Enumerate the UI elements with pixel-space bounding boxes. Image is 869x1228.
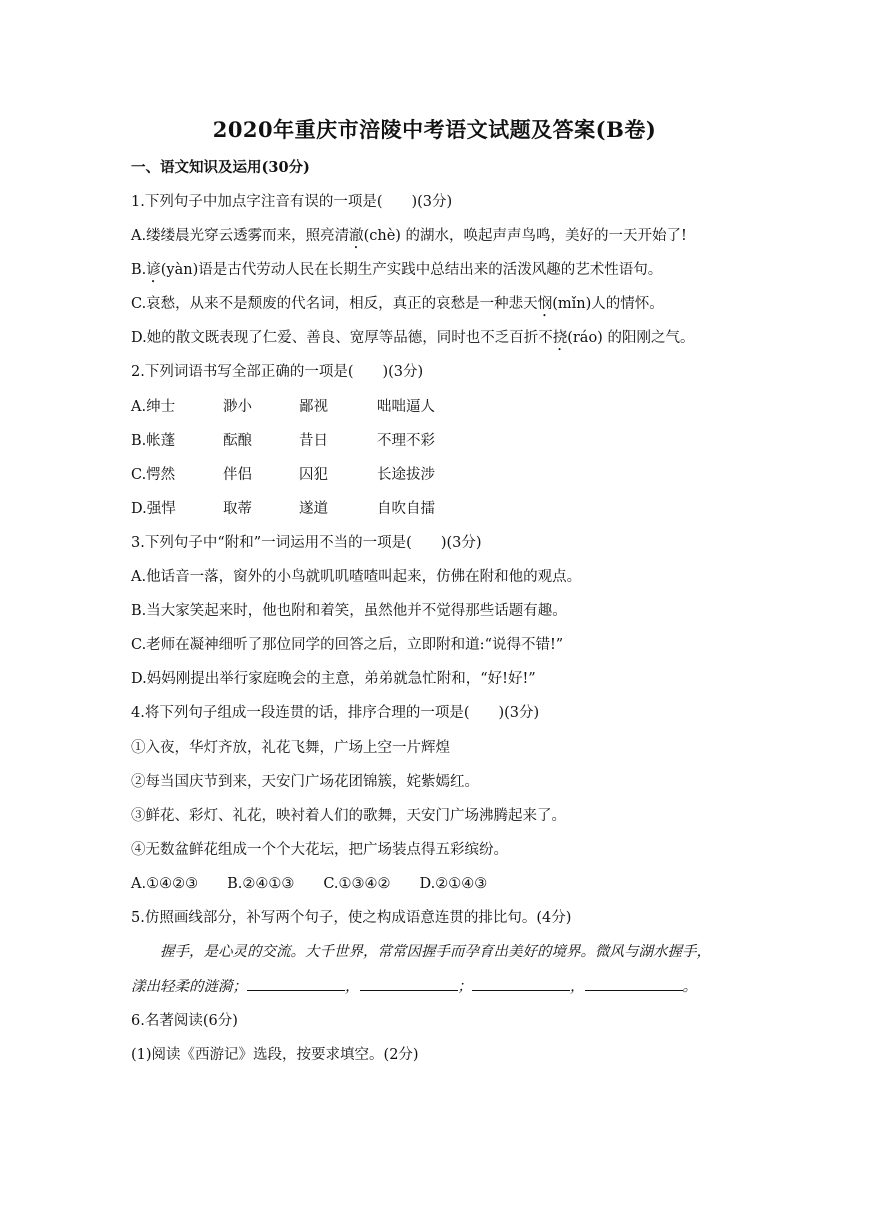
question-4-sentence-1: ①入夜，华灯齐放，礼花飞舞，广场上空一片辉煌 bbox=[131, 740, 450, 756]
section-heading: 一、语文知识及运用(30分) bbox=[131, 159, 310, 176]
question-3-option-a: A.他话音一落，窗外的小鸟就叽叽喳喳叫起来，仿佛在附和他的观点。 bbox=[131, 569, 582, 585]
question-2-option-b: B.帐蓬 酝酿 昔日 不理不彩 bbox=[131, 433, 435, 449]
answer-blank-1[interactable] bbox=[247, 976, 345, 991]
question-6-sub-1: (1)阅读《西游记》选段，按要求填空。(2分) bbox=[131, 1047, 419, 1063]
question-2-option-c: C.愕然 伴侣 囚犯 长途拔涉 bbox=[131, 467, 435, 483]
dotted-char: 悯 bbox=[537, 296, 553, 312]
question-1-option-b: B.谚(yàn)语是古代劳动人民在长期生产实践中总结出来的活泼风趣的艺术性语句。 bbox=[131, 262, 663, 278]
page-title: 2020年重庆市涪陵中考语文试题及答案(B卷) bbox=[212, 117, 657, 142]
question-4-sentence-2: ②每当国庆节到来，天安门广场花团锦簇，姹紫嫣红。 bbox=[131, 774, 479, 790]
question-6-stem: 6.名著阅读(6分) bbox=[131, 1013, 238, 1029]
question-4-options: A.①④②③ B.②④①③ C.①③④② D.②①④③ bbox=[131, 876, 488, 892]
dotted-char: 澈 bbox=[349, 228, 364, 244]
question-4-stem: 4.将下列句子组成一段连贯的话，排序合理的一项是( )(3分) bbox=[131, 705, 540, 721]
question-2-option-d: D.强悍 取蒂 遂道 自吹自擂 bbox=[131, 501, 435, 517]
question-4-sentence-4: ④无数盆鲜花组成一个个大花坛，把广场装点得五彩缤纷。 bbox=[131, 842, 508, 858]
question-5-stem: 5.仿照画线部分，补写两个句子，使之构成语意连贯的排比句。(4分) bbox=[131, 910, 572, 926]
question-1-option-d: D.她的散文既表现了仁爱、善良、宽厚等品德，同时也不乏百折不挠(ráo) 的阳刚之气。 bbox=[131, 330, 695, 346]
answer-blank-2[interactable] bbox=[360, 976, 458, 991]
question-2-stem: 2.下列词语书写全部正确的一项是( )(3分) bbox=[131, 364, 424, 380]
question-1-stem: 1.下列句子中加点字注音有误的一项是( )(3分) bbox=[131, 194, 453, 210]
question-3-option-d: D.妈妈刚提出举行家庭晚会的主意，弟弟就急忙附和，“好!好!” bbox=[131, 671, 536, 687]
question-3-option-c: C.老师在凝神细听了那位同学的回答之后，立即附和道:“说得不错!” bbox=[131, 637, 564, 653]
question-5-paragraph-line-1: 握手，是心灵的交流。大千世界，常常因握手而孕育出美好的境界。微风与湖水握手， bbox=[160, 944, 711, 960]
question-2-option-a: A.绅士 渺小 鄙视 咄咄逼人 bbox=[131, 399, 435, 415]
question-1-option-c: C.哀愁，从来不是颓废的代名词，相反，真正的哀愁是一种悲天悯(mǐn)人的情怀。 bbox=[131, 296, 664, 312]
question-5-paragraph-line-2: 漾出轻柔的涟漪； ， ； ， 。 bbox=[131, 976, 697, 997]
dotted-char: 谚 bbox=[146, 262, 161, 278]
answer-blank-3[interactable] bbox=[472, 976, 570, 991]
dotted-char: 挠 bbox=[552, 330, 568, 346]
question-1-option-a: A.缕缕晨光穿云透雾而来，照亮清澈(chè) 的湖水，唤起声声鸟鸣，美好的一天开始了! bbox=[131, 228, 687, 244]
question-4-sentence-3: ③鲜花、彩灯、礼花，映衬着人们的歌舞，天安门广场沸腾起来了。 bbox=[131, 808, 566, 824]
question-3-stem: 3.下列句子中“附和”一词运用不当的一项是( )(3分) bbox=[131, 535, 482, 551]
answer-blank-4[interactable] bbox=[585, 976, 683, 991]
question-3-option-b: B.当大家笑起来时，他也附和着笑，虽然他并不觉得那些话题有趣。 bbox=[131, 603, 567, 619]
